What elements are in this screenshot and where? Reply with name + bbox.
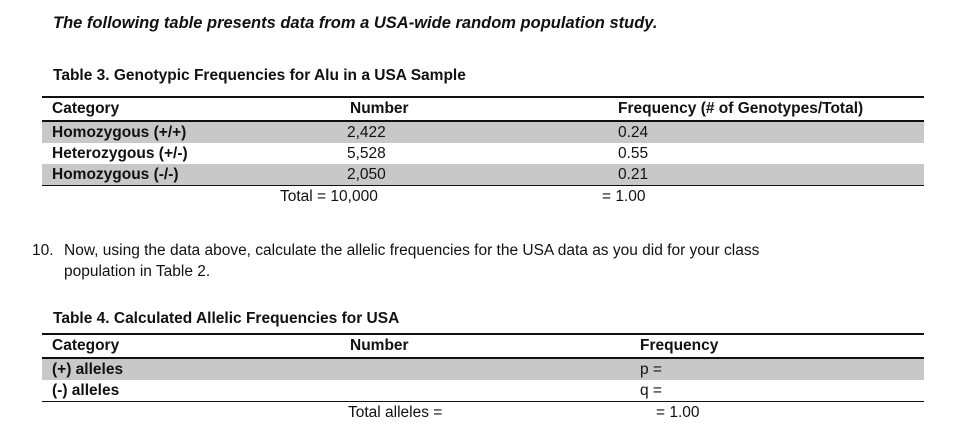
table3-row3-number: 2,050 bbox=[347, 166, 386, 183]
table3-row1-category: Homozygous (+/+) bbox=[52, 124, 187, 141]
table3-caption: Table 3. Genotypic Frequencies for Alu in a USA Sample bbox=[53, 67, 466, 84]
table4-header-number: Number bbox=[350, 337, 409, 354]
table-row bbox=[42, 380, 924, 401]
table4 bbox=[42, 333, 924, 424]
table3-total-number: Total = 10,000 bbox=[280, 188, 378, 205]
table3-row3-frequency: 0.21 bbox=[618, 166, 649, 183]
table3-total-frequency: = 1.00 bbox=[602, 188, 646, 205]
table4-caption: Table 4. Calculated Allelic Frequencies for USA bbox=[53, 310, 400, 327]
table4-row1-category: (+) alleles bbox=[52, 361, 124, 378]
question-text-line1: Now, using the data above, calculate the allelic frequencies for the USA data as you did for your class bbox=[64, 242, 760, 259]
table3-row1-number: 2,422 bbox=[347, 124, 386, 141]
table4-total-row bbox=[42, 401, 924, 424]
table4-total-frequency: = 1.00 bbox=[656, 404, 700, 421]
table4-header-category: Category bbox=[52, 337, 120, 354]
table3-row2-category: Heterozygous (+/-) bbox=[52, 145, 188, 162]
table4-header-frequency: Frequency bbox=[640, 337, 719, 354]
question-text-line2: population in Table 2. bbox=[64, 263, 211, 280]
table3-row2-number: 5,528 bbox=[347, 145, 386, 162]
table-row bbox=[42, 143, 924, 164]
table4-total-number: Total alleles = bbox=[348, 404, 443, 421]
table3-header-row bbox=[42, 96, 924, 122]
table3-row2-frequency: 0.55 bbox=[618, 145, 649, 162]
table3 bbox=[42, 96, 924, 208]
table3-header-number: Number bbox=[350, 100, 409, 117]
table3-header-frequency: Frequency (# of Genotypes/Total) bbox=[618, 100, 864, 117]
table3-row1-frequency: 0.24 bbox=[618, 124, 649, 141]
table4-header-row bbox=[42, 333, 924, 359]
question-number: 10. bbox=[32, 242, 54, 259]
table3-total-row bbox=[42, 185, 924, 208]
table4-row1-frequency: p = bbox=[640, 361, 662, 378]
question-text bbox=[64, 240, 944, 282]
table3-row3-category: Homozygous (-/-) bbox=[52, 166, 179, 183]
intro-text: The following table presents data from a USA-wide random population study. bbox=[53, 14, 658, 32]
table4-row2-category: (-) alleles bbox=[52, 382, 120, 399]
table4-row2-frequency: q = bbox=[640, 382, 662, 399]
table-row bbox=[42, 122, 924, 143]
table-row bbox=[42, 359, 924, 380]
table3-header-category: Category bbox=[52, 100, 120, 117]
table-row bbox=[42, 164, 924, 185]
